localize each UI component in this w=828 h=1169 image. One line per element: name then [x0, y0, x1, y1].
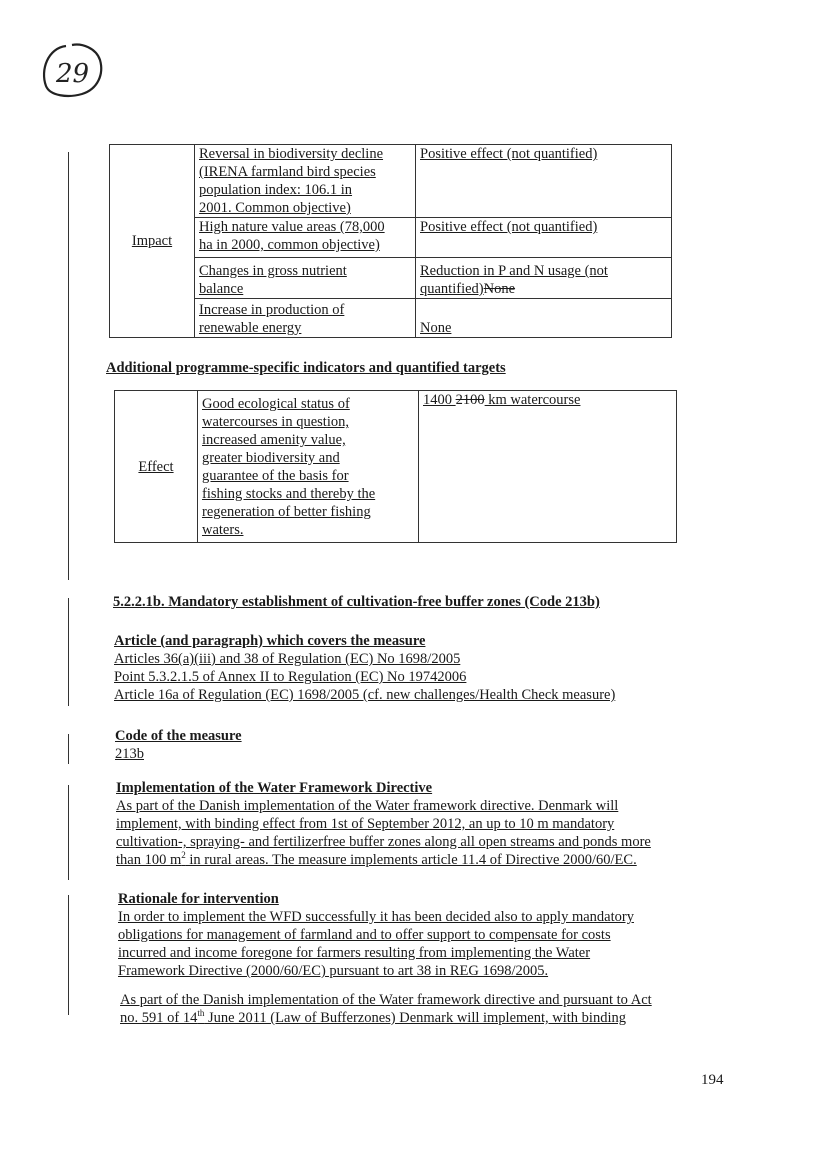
article-line: Point 5.3.2.1.5 of Annex II to Regulation (EC) No 19742006 — [114, 669, 467, 685]
indicator-line: (IRENA farmland bird species — [199, 164, 376, 180]
effect-label: Effect — [138, 458, 174, 475]
rationale-block — [118, 890, 634, 980]
indicator-line: Increase in production of — [199, 302, 345, 318]
struck-text: None — [483, 281, 516, 297]
indicator-line: 2001. Common objective) — [199, 200, 351, 216]
struck-text: 2100 — [455, 392, 485, 408]
handwritten-number: 29 — [56, 59, 90, 89]
target-text: Positive effect (not quantified) — [420, 219, 598, 235]
target-text: 1400 — [423, 392, 456, 408]
code-block — [115, 727, 242, 763]
target-text: quantified) — [420, 281, 484, 297]
indicator-line: guarantee of the basis for — [202, 468, 349, 484]
page-number: 194 — [701, 1072, 724, 1088]
effect-table — [114, 390, 677, 543]
final-line: As part of the Danish implementation of the Water framework directive and pursuant to Act — [120, 992, 652, 1008]
final-paragraph — [120, 991, 652, 1027]
article-line: Article 16a of Regulation (EC) 1698/2005 (cf. new challenges/Health Check measure) — [114, 687, 616, 703]
target-text: None — [420, 320, 452, 336]
code-title: Code of the measure — [115, 728, 242, 744]
article-line: Articles 36(a)(iii) and 38 of Regulation (EC) No 1698/2005 — [114, 651, 461, 667]
indicator-line: Good ecological status of — [202, 396, 350, 412]
wfd-block — [116, 779, 651, 869]
impact-indicator-cell — [195, 218, 416, 258]
impact-table — [109, 144, 672, 338]
wfd-title: Implementation of the Water Framework Directive — [116, 780, 433, 796]
wfd-line: implement, with binding effect from 1st of September 2012, an up to 10 m mandatory — [116, 816, 615, 832]
effect-indicator-cell — [198, 391, 419, 543]
indicator-line: High nature value areas (78,000 — [199, 219, 385, 235]
final-line: no. 591 of 14th June 2011 (Law of Bufferzones) Denmark will implement, with binding — [120, 1008, 626, 1026]
indicator-line: waters. — [202, 522, 244, 538]
wfd-line: As part of the Danish implementation of the Water framework directive. Denmark will — [116, 798, 619, 814]
target-text: Reduction in P and N usage (not — [420, 263, 608, 279]
margin-bar — [68, 895, 69, 1015]
impact-label: Impact — [131, 233, 173, 249]
impact-target-cell — [416, 145, 672, 218]
margin-bar — [68, 734, 69, 764]
indicator-line: population index: 106.1 in — [199, 182, 353, 198]
rationale-line: Framework Directive (2000/60/EC) pursuant to art 38 in REG 1698/2005. — [118, 963, 549, 979]
indicator-line: balance — [199, 281, 244, 297]
indicator-line: fishing stocks and thereby the — [202, 486, 376, 502]
article-title: Article (and paragraph) which covers the measure — [114, 633, 426, 649]
indicator-line: ha in 2000, common objective) — [199, 237, 380, 253]
additional-indicators-heading: Additional programme-specific indicators and quantified targets — [106, 360, 506, 376]
indicator-line: Reversal in biodiversity decline — [199, 146, 384, 162]
indicator-line: increased amenity value, — [202, 432, 346, 448]
rationale-line: In order to implement the WFD successfully it has been decided also to apply mandatory — [118, 909, 634, 925]
effect-label-cell — [115, 391, 198, 543]
indicator-line: Changes in gross nutrient — [199, 263, 347, 279]
effect-target-cell — [419, 391, 677, 543]
margin-bar — [68, 598, 69, 706]
section-heading: 5.2.2.1b. Mandatory establishment of cultivation-free buffer zones (Code 213b) — [113, 594, 600, 610]
margin-bar — [68, 785, 69, 880]
margin-bar — [68, 152, 69, 580]
rationale-line: incurred and income foregone for farmers resulting from implementing the Water — [118, 945, 591, 961]
indicator-line: renewable energy — [199, 320, 302, 336]
target-text: Positive effect (not quantified) — [420, 146, 598, 162]
impact-indicator-cell — [195, 299, 416, 338]
indicator-line: greater biodiversity and — [202, 450, 340, 466]
impact-target-cell — [416, 218, 672, 258]
indicator-line: watercourses in question, — [202, 414, 349, 430]
impact-indicator-cell — [195, 258, 416, 299]
rationale-line: obligations for management of farmland and to offer support to compensate for costs — [118, 927, 611, 943]
impact-label-cell — [110, 145, 195, 338]
target-text: km watercourse — [484, 392, 581, 408]
wfd-line: cultivation-, spraying- and fertilizerfree buffer zones along all open streams and ponds more — [116, 834, 651, 850]
article-block — [114, 632, 615, 704]
handwritten-circled-number — [38, 40, 108, 102]
rationale-title: Rationale for intervention — [118, 891, 279, 907]
code-value: 213b — [115, 746, 144, 762]
indicator-line: regeneration of better fishing — [202, 504, 371, 520]
impact-target-cell — [416, 299, 672, 338]
wfd-line: than 100 $m^2$ in rural areas. The measure implements article 11.4 of Directive 2000/60/EC. — [116, 850, 637, 868]
impact-indicator-cell — [195, 145, 416, 218]
impact-target-cell — [416, 258, 672, 299]
